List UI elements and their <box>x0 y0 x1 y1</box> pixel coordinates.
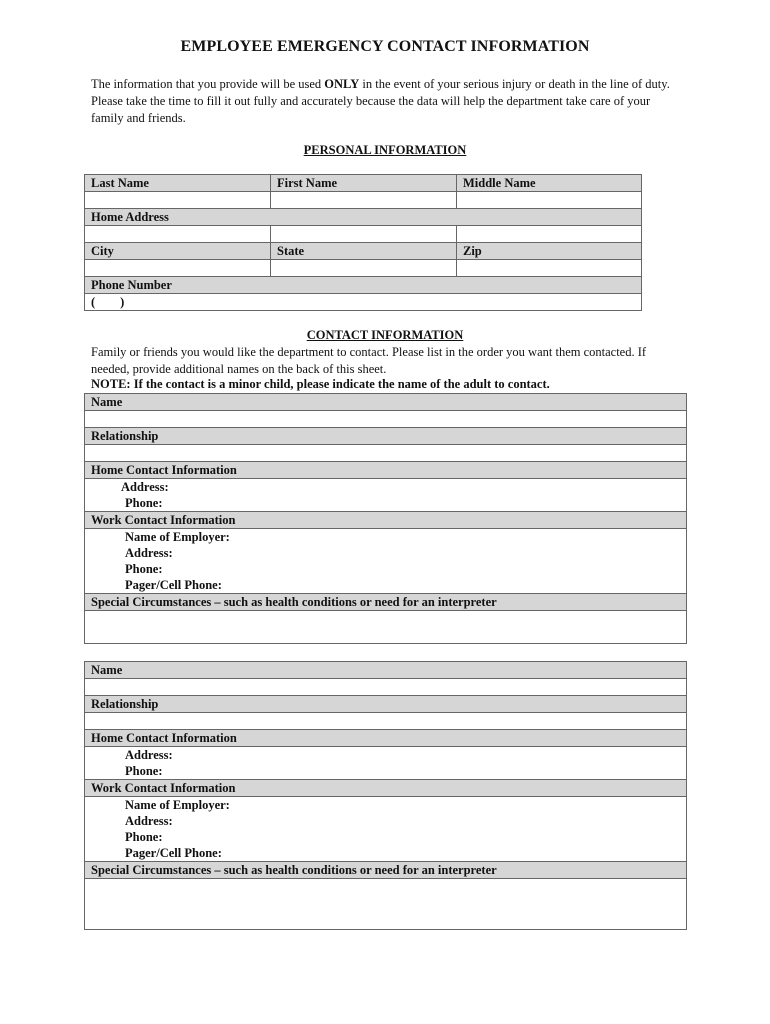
state-label: State <box>271 243 457 260</box>
home-address-line[interactable]: Address: <box>85 479 687 496</box>
relationship-label: Relationship <box>85 428 687 445</box>
form-title: EMPLOYEE EMERGENCY CONTACT INFORMATION <box>180 38 590 55</box>
contact-name-field[interactable] <box>85 411 687 428</box>
relationship-label: Relationship <box>85 696 687 713</box>
city-label: City <box>85 243 271 260</box>
first-name-field[interactable] <box>271 192 457 209</box>
phone-number-field[interactable]: ( ) <box>85 294 642 311</box>
contact-name-label: Name <box>85 662 687 679</box>
contact-table-2 <box>84 661 687 930</box>
intro-emphasis: ONLY <box>324 77 360 91</box>
last-name-field[interactable] <box>85 192 271 209</box>
zip-field[interactable] <box>457 260 642 277</box>
contact-name-label: Name <box>85 394 687 411</box>
work-contact-label: Work Contact Information <box>85 512 687 529</box>
intro-text-start: The information that you provide will be used <box>91 77 325 91</box>
special-circumstances-field[interactable] <box>85 879 687 930</box>
middle-name-field[interactable] <box>457 192 642 209</box>
personal-info-heading: PERSONAL INFORMATION <box>303 143 467 157</box>
employer-line[interactable]: Name of Employer: <box>85 797 687 814</box>
minor-child-note: NOTE: If the contact is a minor child, please indicate the name of the adult to contact. <box>91 377 550 391</box>
intro-paragraph <box>91 76 681 127</box>
home-phone-line[interactable]: Phone: <box>85 495 687 512</box>
home-address-label: Home Address <box>85 209 642 226</box>
pager-cell-line[interactable]: Pager/Cell Phone: <box>85 577 687 594</box>
home-address-field-2[interactable] <box>271 226 457 243</box>
work-address-line[interactable]: Address: <box>85 813 687 829</box>
home-address-line[interactable]: Address: <box>85 747 687 764</box>
home-address-field-3[interactable] <box>457 226 642 243</box>
special-circumstances-label: Special Circumstances – such as health conditions or need for an interpreter <box>85 594 687 611</box>
home-contact-label: Home Contact Information <box>85 462 687 479</box>
special-circumstances-label: Special Circumstances – such as health conditions or need for an interpreter <box>85 862 687 879</box>
employer-line[interactable]: Name of Employer: <box>85 529 687 546</box>
pager-cell-line[interactable]: Pager/Cell Phone: <box>85 845 687 862</box>
middle-name-label: Middle Name <box>457 175 642 192</box>
work-contact-label: Work Contact Information <box>85 780 687 797</box>
last-name-label: Last Name <box>85 175 271 192</box>
contact-intro-paragraph: Family or friends you would like the department to contact. Please list in the order you want them contacted. If needed, provide additional names on the back of this sheet. <box>91 345 647 376</box>
intro-text-end: in the event of your serious injury or death in the line of duty. Please take the time to fill it out fully and accurately because the data will help the department take care of your family and friends. <box>91 77 670 125</box>
work-phone-line[interactable]: Phone: <box>85 829 687 845</box>
relationship-field[interactable] <box>85 713 687 730</box>
contact-name-field[interactable] <box>85 679 687 696</box>
first-name-label: First Name <box>271 175 457 192</box>
phone-number-label: Phone Number <box>85 277 642 294</box>
contact-table-1 <box>84 393 687 644</box>
home-contact-label: Home Contact Information <box>85 730 687 747</box>
contact-info-heading: CONTACT INFORMATION <box>306 328 464 342</box>
special-circumstances-field[interactable] <box>85 611 687 644</box>
home-address-field-1[interactable] <box>85 226 271 243</box>
work-address-line[interactable]: Address: <box>85 545 687 561</box>
city-field[interactable] <box>85 260 271 277</box>
state-field[interactable] <box>271 260 457 277</box>
home-phone-line[interactable]: Phone: <box>85 763 687 780</box>
zip-label: Zip <box>457 243 642 260</box>
work-phone-line[interactable]: Phone: <box>85 561 687 577</box>
personal-info-table <box>84 174 642 311</box>
relationship-field[interactable] <box>85 445 687 462</box>
